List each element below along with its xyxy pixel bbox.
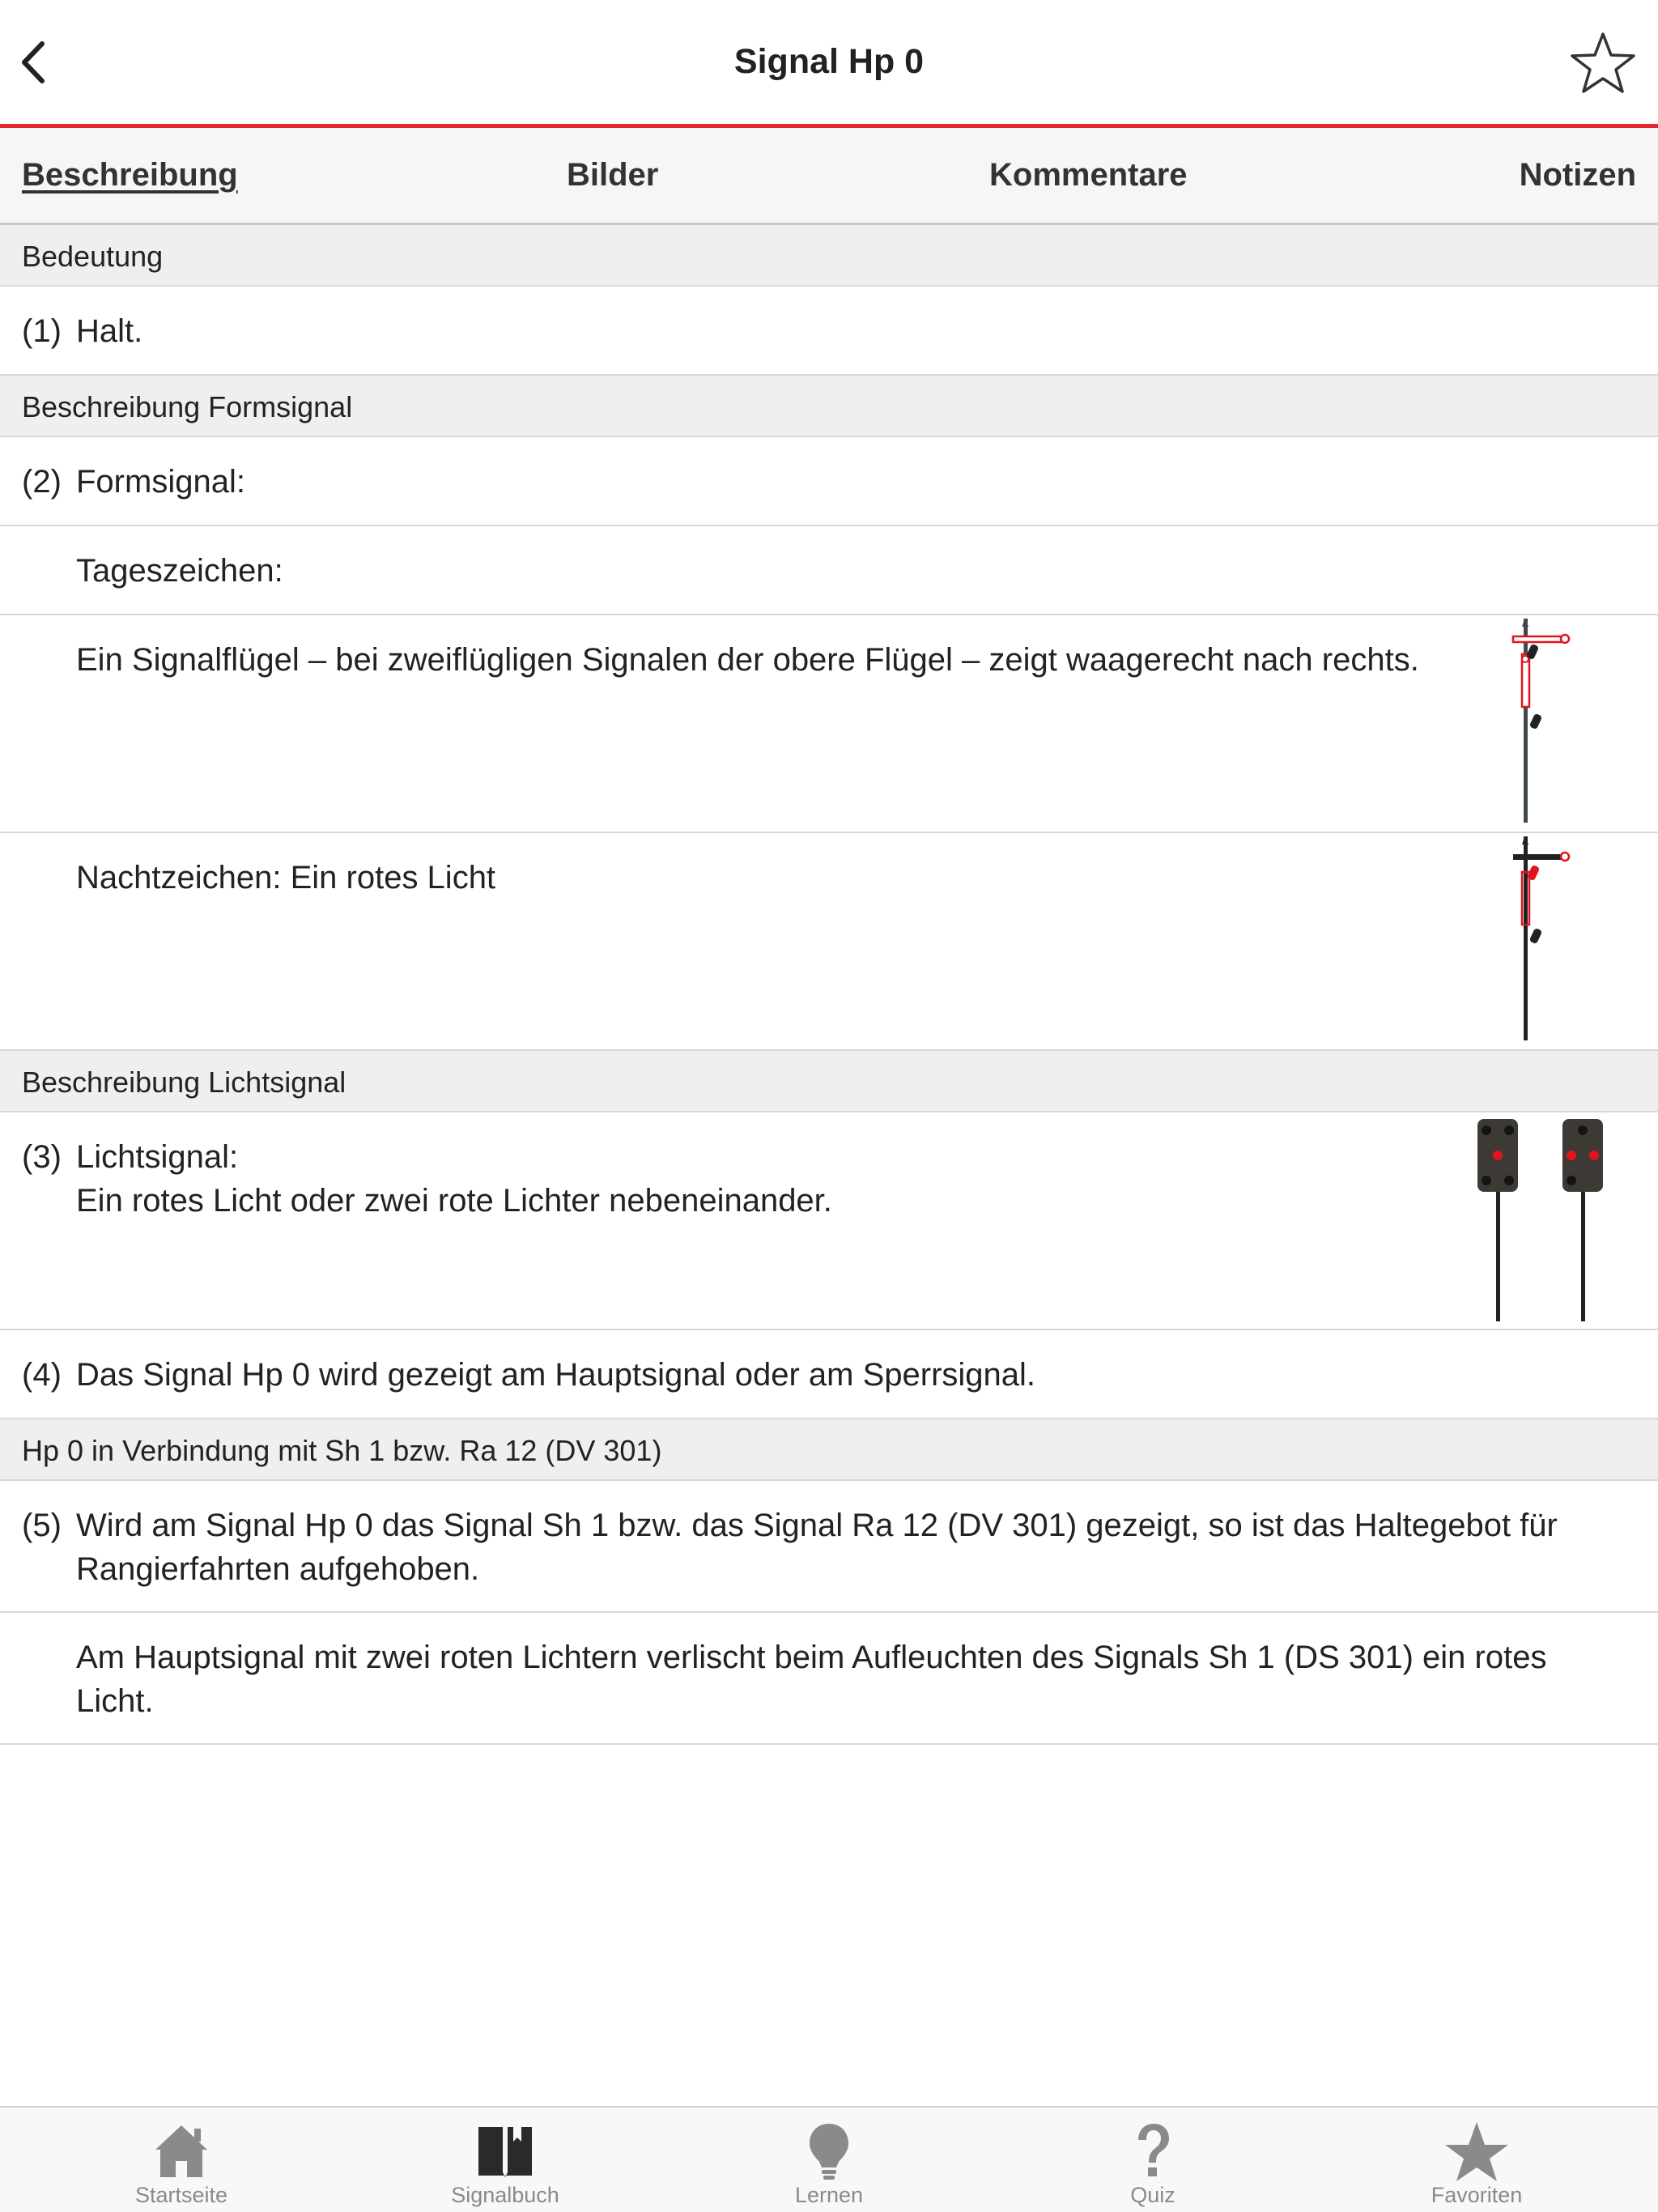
- list-item-1: [0, 287, 1658, 376]
- item-number: (5): [22, 1508, 62, 1543]
- item-text: [76, 1135, 1448, 1223]
- list-item-nachtzeichen: [0, 833, 1658, 1051]
- tabbar-item-favoriten[interactable]: [1355, 2108, 1598, 2212]
- list-item-6: [0, 1613, 1658, 1745]
- list-item-tageszeichen: [0, 526, 1658, 615]
- item-text: Am Hauptsignal mit zwei roten Lichtern verlischt beim Aufleuchten des Signals Sh 1 (DS 301) ein rotes Licht.: [76, 1640, 1547, 1719]
- item-text: Wird am Signal Hp 0 das Signal Sh 1 bzw. das Signal Ra 12 (DV 301) gezeigt, so ist das Haltegebot für Rangierfahrten aufgehoben.: [76, 1508, 1558, 1587]
- item-text: Halt.: [76, 313, 143, 349]
- description-list: [0, 225, 1658, 1745]
- item-text: Das Signal Hp 0 wird gezeigt am Hauptsignal oder am Sperrsignal.: [76, 1357, 1036, 1393]
- segment-tabs: [0, 128, 1658, 225]
- tabbar-label: Quiz: [1130, 2183, 1175, 2207]
- list-item-3: [0, 1112, 1658, 1330]
- item-number: (2): [22, 464, 62, 500]
- item-number: (4): [22, 1357, 62, 1393]
- tabbar-label: Signalbuch: [451, 2183, 559, 2207]
- favorite-button[interactable]: [1569, 29, 1637, 97]
- tabbar-item-signalbuch[interactable]: [384, 2108, 627, 2212]
- item-description: Ein rotes Licht oder zwei rote Lichter nebeneinander.: [76, 1183, 832, 1219]
- section-header-formsignal: Beschreibung Formsignal: [0, 376, 1658, 437]
- semaphore-signal-day-image: [1502, 619, 1575, 826]
- list-item-4: [0, 1330, 1658, 1419]
- section-header-verbindung: Hp 0 in Verbindung mit Sh 1 bzw. Ra 12 (DV 301): [0, 1419, 1658, 1481]
- section-header-bedeutung: Bedeutung: [0, 225, 1658, 287]
- star-icon: [1355, 2121, 1598, 2182]
- item-number: (1): [22, 313, 62, 349]
- tab-kommentare[interactable]: Kommentare: [989, 157, 1188, 193]
- item-text: Nachtzeichen: Ein rotes Licht: [76, 860, 496, 895]
- lightbulb-icon: [708, 2121, 950, 2182]
- tabbar-label: Favoriten: [1431, 2183, 1523, 2207]
- semaphore-signal-night-image: [1502, 836, 1575, 1044]
- tabbar-label: Startseite: [134, 2183, 228, 2207]
- item-title: Lichtsignal:: [76, 1139, 239, 1175]
- home-icon: [60, 2121, 303, 2182]
- list-item-tages-desc: [0, 615, 1658, 833]
- tabbar-item-startseite[interactable]: [60, 2108, 303, 2212]
- list-item-2: [0, 437, 1658, 526]
- list-item-5: [0, 1481, 1658, 1613]
- tabbar-item-quiz[interactable]: [1031, 2108, 1274, 2212]
- item-text: Formsignal:: [76, 464, 245, 500]
- item-number: (3): [22, 1139, 62, 1175]
- item-text: Tageszeichen:: [76, 553, 283, 589]
- light-signal-image: [1473, 1117, 1611, 1325]
- star-outline-icon: [1569, 29, 1637, 97]
- tab-beschreibung[interactable]: Beschreibung: [22, 157, 238, 193]
- bottom-tab-bar: [0, 2106, 1658, 2212]
- tabbar-item-lernen[interactable]: [708, 2108, 950, 2212]
- section-header-lichtsignal: Beschreibung Lichtsignal: [0, 1051, 1658, 1112]
- tab-notizen[interactable]: Notizen: [1519, 157, 1636, 193]
- book-icon: [384, 2121, 627, 2182]
- tab-bilder[interactable]: Bilder: [567, 157, 659, 193]
- question-icon: [1031, 2121, 1274, 2182]
- tabbar-label: Lernen: [794, 2183, 864, 2207]
- nav-header: [0, 0, 1658, 128]
- page-title: Signal Hp 0: [733, 42, 925, 81]
- item-text: Ein Signalflügel – bei zweiflügligen Signalen der obere Flügel – zeigt waagerecht nach rechts.: [76, 642, 1419, 678]
